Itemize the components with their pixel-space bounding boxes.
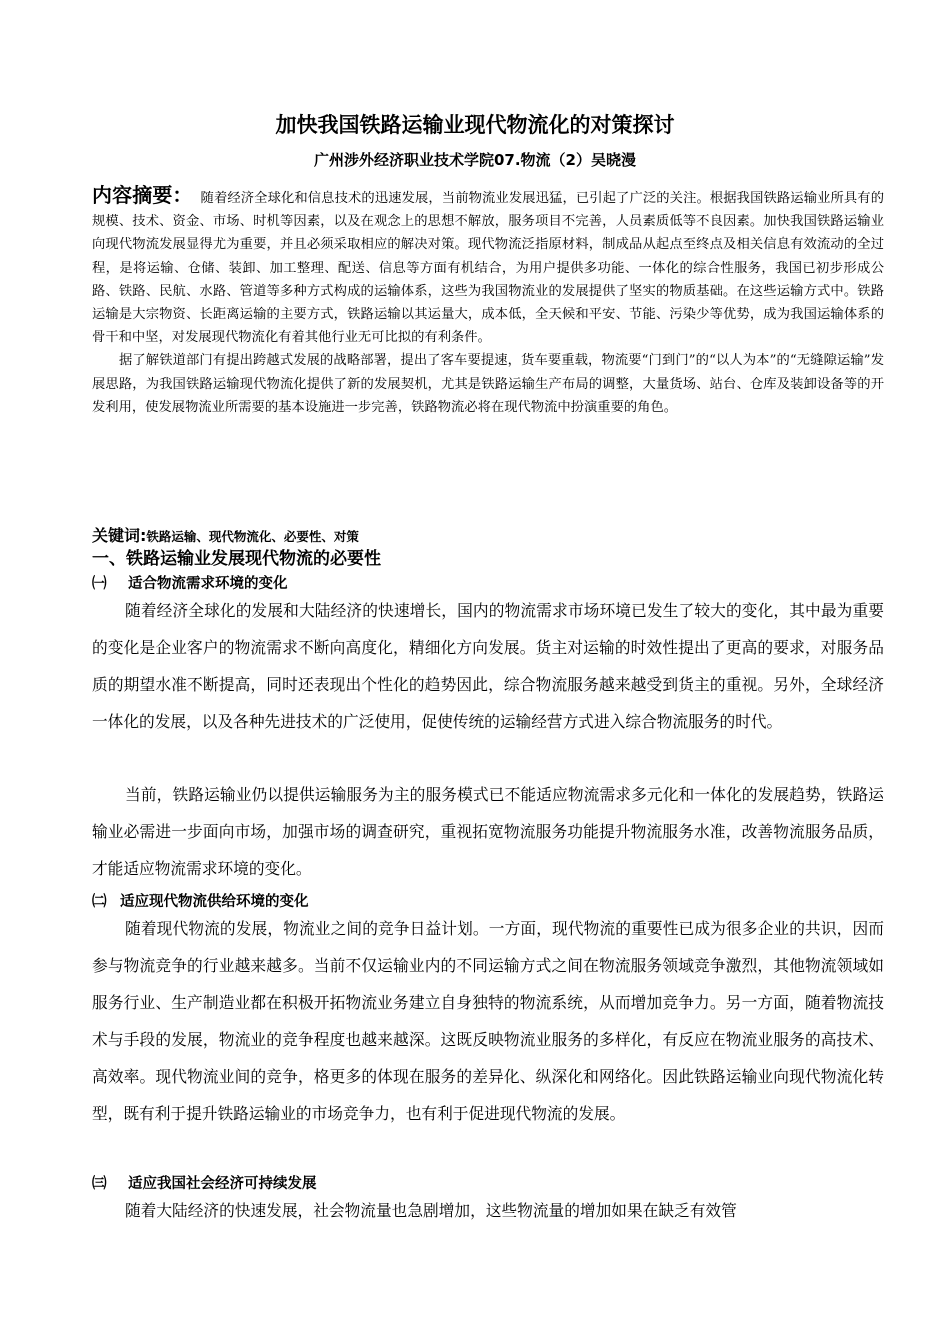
abstract-block bbox=[92, 184, 884, 419]
subsection-2-number: ㈡ bbox=[92, 894, 107, 910]
subsection-1-paragraph-1: 随着经济全球化的发展和大陆经济的快速增长，国内的物流需求市场环境已发生了较大的变化，其中最为重要的变化是企业客户的物流需求不断向高度化，精细化方向发展。货主对运输的时效性提出了更高的要求，对服务品质的期望水准不断提高，同时还表现出个性化的趋势因此，综合物流服务越来越受到货主的重视。另外，全球经济一体化的发展，以及各种先进技术的广泛使用，促使传统的运输经营方式进入综合物流服务的时代。 bbox=[92, 601, 884, 731]
subsection-2-paragraph-1: 随着现代物流的发展，物流业之间的竞争日益计划。一方面，现代物流的重要性已成为很多企业的共识，因而参与物流竞争的行业越来越多。当前不仅运输业内的不同运输方式之间在物流服务领域竞争激烈，其他物流领域如服务行业、生产制造业都在积极开拓物流业务建立自身独特的物流系统，从而增加竞争力。另一方面，随着物流技术与手段的发展，物流业的竞争程度也越来越深。这既反映物流业服务的多样化，有反应在物流业服务的高技术、高效率。现代物流业间的竞争，格更多的体现在服务的差异化、纵深化和网络化。因此铁路运输业向现代物流化转型，既有利于提升铁路运输业的市场竞争力，也有利于促进现代物流的发展。 bbox=[92, 919, 884, 1123]
abstract-text-1: 随着经济全球化和信息技术的迅速发展，当前物流业发展迅猛，已引起了广泛的关注。根据我国铁路运输业所具有的规模、技术、资金、市场、时机等因素，以及在观念上的思想不解放，服务项目不完善，人员素质低等不良因素。加快我国铁路运输业向现代物流发展显得尤为重要，并且必须采取相应的解决对策。现代物流泛指原材料，制成品从起点至终点及相关信息有效流动的全过程，是将运输、仓储、装卸、加工整理、配送、信息等方面有机结合，为用户提供多功能、一体化的综合性服务，我国已初步形成公路、铁路、民航、水路、管道等多种方式构成的运输体系，这些为我国物流业的发展提供了坚实的物质基础。在这些运输方式中。铁路运输是大宗物资、长距离运输的主要方式，铁路运输以其运量大，成本低，全天候和平安、节能、污染少等优势，成为我国运输体系的骨干和中坚，对发展现代物流化有着其他行业无可比拟的有利条件。 bbox=[92, 191, 885, 346]
author-line: 广州涉外经济职业技术学院07.物流（2）吴晓漫 bbox=[313, 151, 636, 169]
subsection-3-title: 适应我国社会经济可持续发展 bbox=[128, 1176, 317, 1192]
abstract-paragraph-2: 据了解铁道部门有提出跨越式发展的战略部署，提出了客车要提速，货车要重载，物流要“门到门”的“以人为本”的“无缝隙运输”发展思路，为我国铁路运输现代物流化提供了新的发展契机，尤其是铁路运输生产布局的调整，大量货场、站台、仓库及装卸设备等的开发利用，使发展物流业所需要的基本设施进一步完善，铁路物流必将在现代物流中扮演重要的角色。 bbox=[92, 353, 884, 415]
subsection-1-title: 适合物流需求环境的变化 bbox=[128, 576, 288, 592]
subsection-1-paragraph-2: 当前，铁路运输业仍以提供运输服务为主的服务模式已不能适应物流需求多元化和一体化的发展趋势，铁路运输业必需进一步面向市场，加强市场的调查研究，重视拓宽物流服务功能提升物流服务水准，改善物流服务品质，才能适应物流需求环境的变化。 bbox=[92, 785, 884, 878]
abstract-label: 内容摘要： bbox=[92, 183, 193, 207]
subsection-3-number: ㈢ bbox=[92, 1176, 107, 1192]
subsection-2-title: 适应现代物流供给环境的变化 bbox=[120, 894, 309, 910]
keywords-line bbox=[92, 525, 359, 548]
subsection-3-paragraph-1: 随着大陆经济的快速发展，社会物流量也急剧增加，这些物流量的增加如果在缺乏有效管 bbox=[125, 1201, 737, 1220]
document-title: 加快我国铁路运输业现代物流化的对策探讨 bbox=[275, 113, 675, 137]
keywords-label: 关键词: bbox=[92, 526, 147, 545]
keywords-value: 铁路运输、现代物流化、必要性、对策 bbox=[146, 529, 359, 544]
subsection-1-number: ㈠ bbox=[92, 576, 107, 592]
abstract-paragraph-1 bbox=[92, 184, 884, 349]
section-1-heading: 一、铁路运输业发展现代物流的必要性 bbox=[92, 549, 381, 569]
